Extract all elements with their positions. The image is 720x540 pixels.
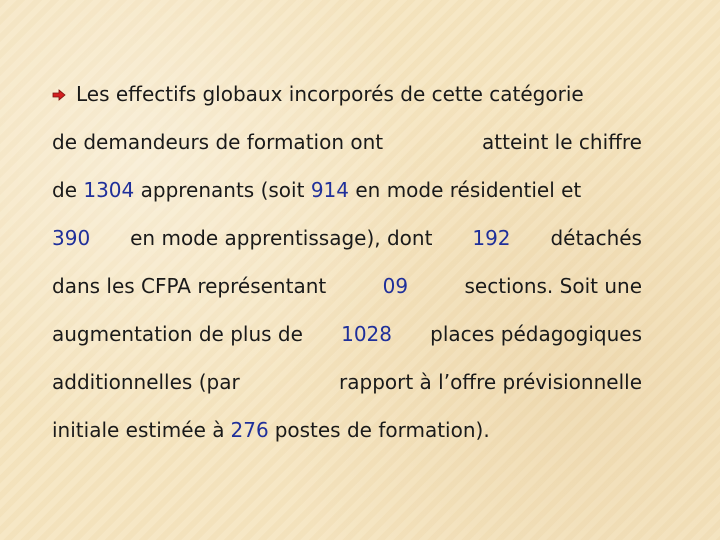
paragraph-line-3 xyxy=(52,166,642,214)
line-3-pre: de xyxy=(52,178,77,202)
paragraph-line-4 xyxy=(52,214,642,262)
red-arrow-bullet-icon xyxy=(52,71,66,85)
line-2-text-b: atteint le chiffre xyxy=(482,130,642,154)
line-8-pre: initiale estimée à xyxy=(52,418,225,442)
line-7-pre: additionnelles (par xyxy=(52,370,240,394)
paragraph-line-5 xyxy=(52,262,642,310)
line-2-text-a: de demandeurs de formation ont xyxy=(52,130,384,154)
number-1028: 1028 xyxy=(341,322,392,346)
number-192: 192 xyxy=(472,226,511,250)
line-4-mid: en mode apprentissage), dont xyxy=(130,226,433,250)
line-1-text: Les effectifs globaux incorporés de cette catégorie xyxy=(76,82,584,106)
number-914: 914 xyxy=(310,178,349,202)
number-1304: 1304 xyxy=(83,178,135,202)
paragraph-line-8 xyxy=(52,406,642,454)
number-390: 390 xyxy=(52,226,91,250)
paragraph xyxy=(52,70,642,454)
line-5-pre: dans les CFPA représentant xyxy=(52,274,327,298)
line-8-post: postes de formation). xyxy=(274,418,490,442)
paragraph-line-1 xyxy=(52,70,642,118)
line-4-post: détachés xyxy=(550,226,642,250)
line-5-post: sections. Soit une xyxy=(464,274,642,298)
number-09: 09 xyxy=(382,274,409,298)
line-7-post: rapport à l’offre prévisionnelle xyxy=(339,370,642,394)
line-6-pre: augmentation de plus de xyxy=(52,322,303,346)
number-276: 276 xyxy=(230,418,269,442)
line-3-post: en mode résidentiel et xyxy=(355,178,582,202)
paragraph-line-7 xyxy=(52,358,642,406)
paragraph-line-2 xyxy=(52,118,642,166)
line-3-mid: apprenants (soit xyxy=(140,178,305,202)
paragraph-line-6 xyxy=(52,310,642,358)
line-6-post: places pédagogiques xyxy=(430,322,642,346)
